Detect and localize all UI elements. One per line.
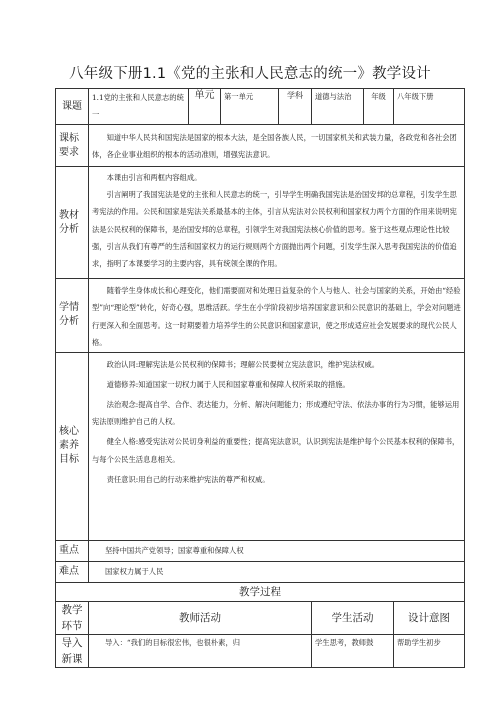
standard-row: [56, 125, 465, 167]
literacy-item: 法治观念:提高自学、合作、表达能力，分析、解决问题能力；形成遵纪守法、依法办事的行为习惯，能够运用宪法原则维护自己的人权。: [92, 400, 460, 427]
literacy-row: [56, 352, 465, 540]
students-label: 学情分析: [56, 279, 89, 353]
textbook-row: [56, 167, 465, 279]
textbook-label: 教材分析: [56, 167, 89, 279]
process-title: 教学过程: [56, 582, 465, 601]
subject-value: 道德与法治: [312, 89, 364, 125]
process-header-student: 学生活动: [312, 601, 394, 634]
students-row: [56, 279, 465, 353]
difficulty-label: 难点: [56, 561, 89, 582]
process-teacher-activity: 导入：“我们的目标很宏伟，也很朴素，归: [89, 634, 312, 667]
key-point-text: 坚持中国共产党领导；国家尊重和保障人权: [89, 540, 465, 561]
process-header-step: 教学环节: [56, 601, 89, 634]
process-header-row: [56, 601, 465, 634]
unit-label: 单元: [189, 89, 221, 125]
lesson-label: 课题: [56, 89, 89, 125]
literacy-item: 道德修养:知道国家一切权力属于人民和国家尊重和保障人权所采取的措施。: [106, 379, 350, 389]
textbook-paragraph: 引言阐明了我国宪法是党的主张和人民意志的统一，引导学生明确我国宪法是治国安邦的总章程，引发学生思考宪法的作用。公民和国家是宪法关系最基本的主体，引言从宪法对公民权利和国家权力两个方面的作用来说明宪法是公民权利的保障书，是治国安邦的总章程，引领学生对我国宪法核心价值的思考。鉴于这些观点理论性比较强，引言从我们有尊严的生活和国家权力的运行规则两个方面抛出两个问题，引发学生深入思考我国宪法的价值追求，指明了本课要学习的主要内容，具有统领全课的作用。: [92, 190, 457, 269]
process-header-teacher: 教师活动: [89, 601, 312, 634]
key-point-row: [56, 540, 465, 561]
grade-value: 八年级下册: [394, 89, 465, 125]
unit-value: 第一单元: [221, 89, 279, 125]
process-title-row: [56, 582, 465, 601]
literacy-label: 核心素养目标: [56, 352, 89, 540]
literacy-item: 责任意识:用自己的行动来维护宪法的尊严和权威。: [106, 474, 270, 484]
process-step: 导入新课: [56, 634, 89, 667]
literacy-item: 健全人格:感受宪法对公民切身利益的重要性；提高宪法意识，认识到宪法是维护每个公民基本权利的保障书，与每个公民生活息息相关。: [92, 437, 460, 464]
page-title: 八年级下册1.1《党的主张和人民意志的统一》教学设计: [69, 66, 431, 82]
lesson-value: 1.1党的主张和人民意志的统一: [89, 89, 189, 125]
difficulty-row: [56, 561, 465, 582]
process-row: [56, 634, 465, 667]
difficulty-text: 国家权力属于人民: [89, 561, 465, 582]
textbook-paragraph: 本课由引言和两框内容组成。: [106, 173, 202, 182]
process-student-activity: 学生思考，教师鼓: [312, 634, 394, 667]
standard-label: 课标要求: [56, 125, 89, 167]
students-text: 随着学生身体成长和心理变化，他们需要面对和处理日益复杂的个人与他人、社会与国家的关系，开始由“经验型”向“理论型”转化，好奇心强，思维活跃。学生在小学阶段初步培养国家意识和公民意识的基础上，学会对问题进行更深入和全面思考。这一时期要着力培养学生的公民意识和国家意识，使之形成适应社会发展要求的现代公民人格。: [92, 286, 461, 348]
standard-text: 知道中华人民共和国宪法是国家的根本大法，是全国各族人民，一切国家机关和武装力量，各政党和各社会团体，各企业事业组织的根本的活动准则，增强宪法意识。: [92, 133, 457, 159]
lesson-plan-table: [55, 88, 465, 668]
process-design-intent: 帮助学生初步: [394, 634, 465, 667]
literacy-item: 政治认同:理解宪法是公民权利的保障书；理解公民要树立宪法意识，维护宪法权威。: [106, 359, 380, 369]
subject-label: 学科: [279, 89, 312, 125]
grade-label: 年级: [364, 89, 394, 125]
process-header-intent: 设计意图: [394, 601, 465, 634]
header-row: [56, 89, 465, 125]
key-point-label: 重点: [56, 540, 89, 561]
